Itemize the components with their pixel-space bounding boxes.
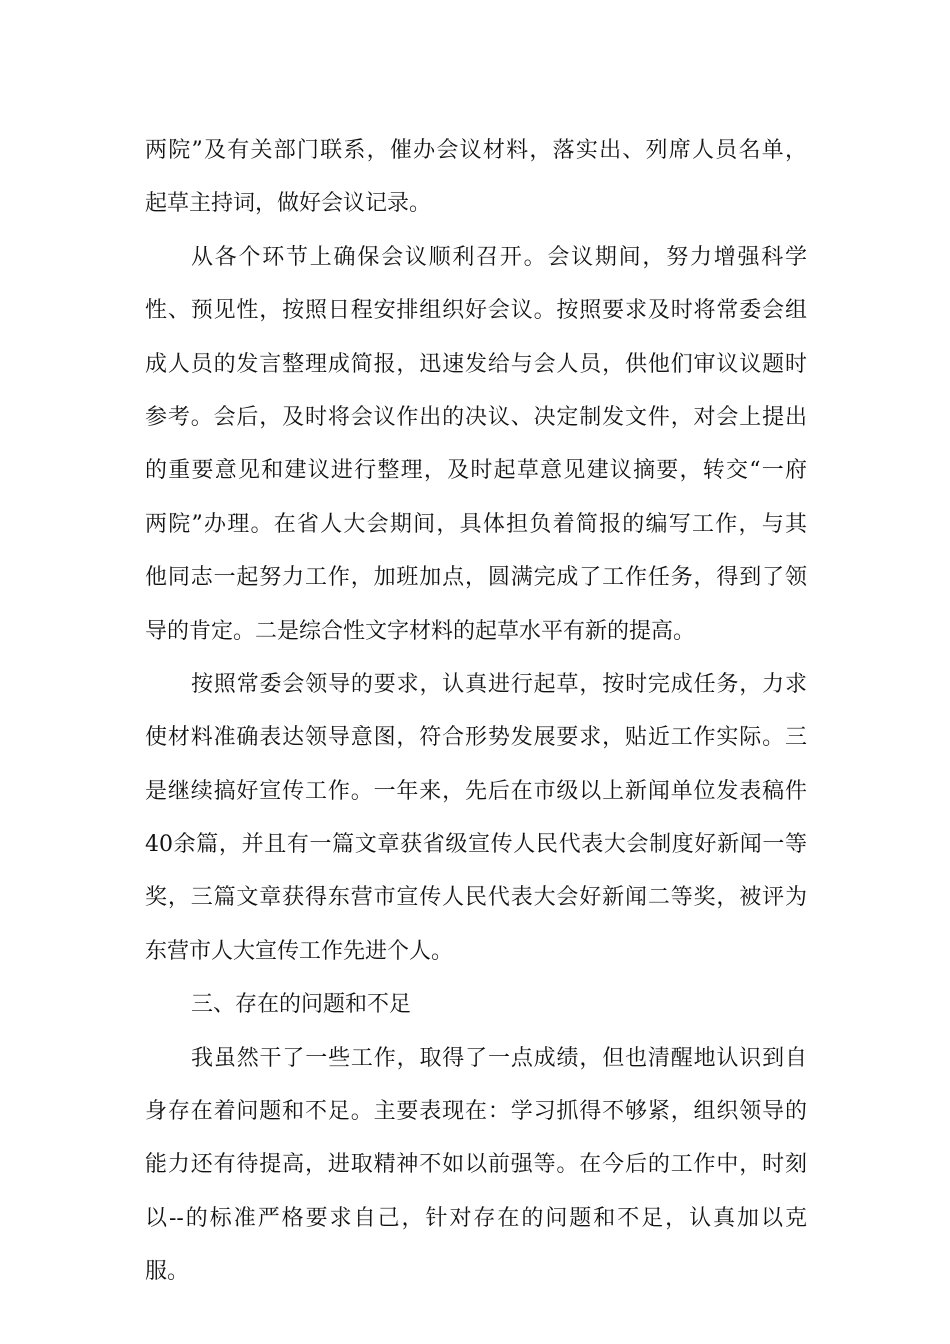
- text-line: 性、预见性，按照日程安排组织好会议。按照要求及时将常委会组: [145, 298, 807, 324]
- paragraph-first-line: 从各个环节上确保会议顺利召开。会议期间，努力增强科学: [191, 244, 807, 270]
- text-line: 使材料准确表达领导意图，符合形势发展要求，贴近工作实际。三: [145, 725, 807, 751]
- text-line: 身存在着问题和不足。主要表现在：学习抓得不够紧，组织领导的: [145, 1099, 807, 1125]
- text-line: 成人员的发言整理成简报，迅速发给与会人员，供他们审议议题时: [145, 351, 807, 377]
- text-line: 能力还有待提高，进取精神不如以前强等。在今后的工作中，时刻: [145, 1152, 807, 1178]
- text-line: 40余篇，并且有一篇文章获省级宣传人民代表大会制度好新闻一等: [145, 832, 807, 858]
- text-line: 是继续搞好宣传工作。一年来，先后在市级以上新闻单位发表稿件: [145, 778, 807, 804]
- text-line: 两院”及有关部门联系，催办会议材料，落实出、列席人员名单，: [145, 138, 807, 163]
- text-line: 参考。会后，及时将会议作出的决议、决定制发文件，对会上提出: [145, 404, 807, 430]
- text-line: 导的肯定。二是综合性文字材料的起草水平有新的提高。: [145, 618, 696, 644]
- text-line: 服。: [145, 1259, 190, 1285]
- text-line: 的重要意见和建议进行整理，及时起草意见建议摘要，转交“一府: [145, 458, 807, 484]
- paragraph-first-line: 我虽然干了一些工作，取得了一点成绩，但也清醒地认识到自: [191, 1045, 807, 1071]
- text-line: 两院”办理。在省人大会期间，具体担负着简报的编写工作，与其: [145, 511, 807, 537]
- text-line: 起草主持词，做好会议记录。: [145, 191, 432, 217]
- text-line: 他同志一起努力工作，加班加点，圆满完成了工作任务，得到了领: [145, 565, 807, 591]
- paragraph-first-line: 按照常委会领导的要求，认真进行起草，按时完成任务，力求: [191, 671, 807, 697]
- section-heading: 三、存在的问题和不足: [191, 992, 412, 1018]
- text-line: 东营市人大宣传工作先进个人。: [145, 938, 454, 964]
- document-body: [145, 124, 807, 1299]
- text-line: 奖，三篇文章获得东营市宣传人民代表大会好新闻二等奖，被评为: [145, 885, 807, 911]
- text-line: 以--的标准严格要求自己，针对存在的问题和不足，认真加以克: [145, 1205, 807, 1231]
